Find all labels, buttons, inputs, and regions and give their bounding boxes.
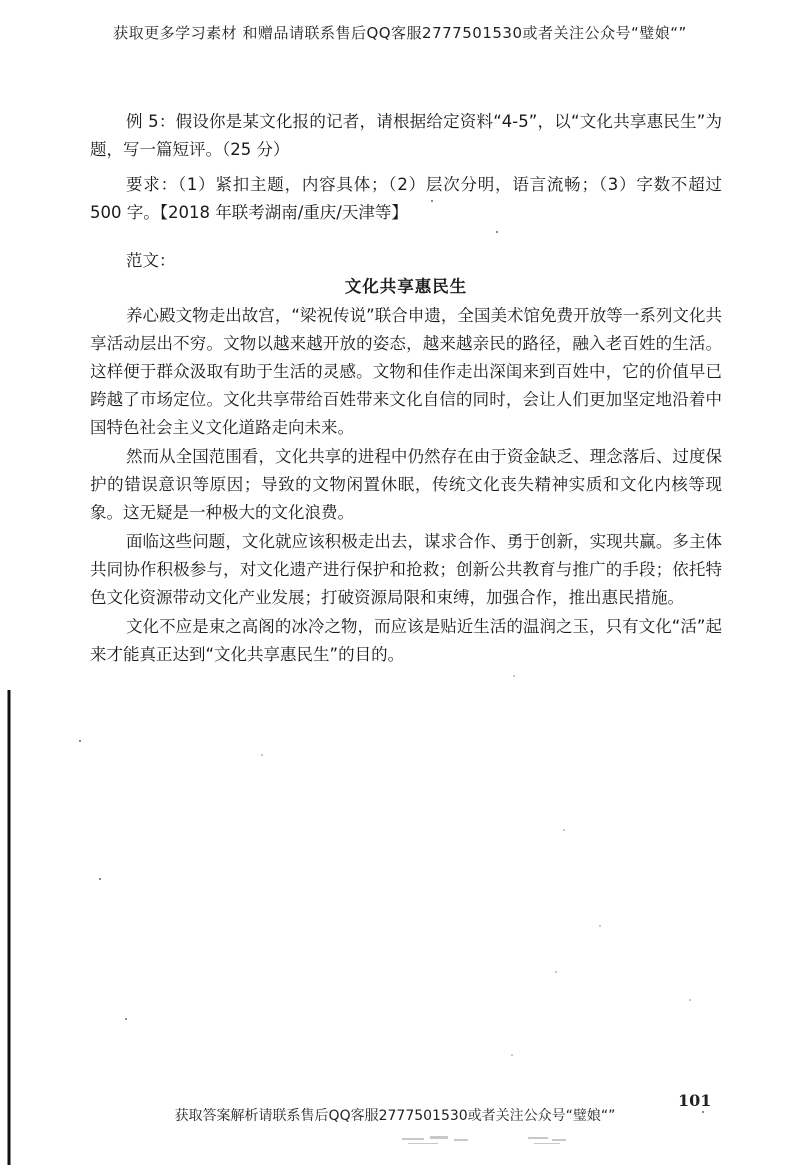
scan-speck — [555, 971, 557, 973]
page-number: 101 — [678, 1091, 712, 1110]
essay-title: 文化共享惠民生 — [344, 277, 468, 296]
scan-speck — [511, 1054, 513, 1056]
scan-speck — [563, 829, 565, 831]
sample-label: 范文： — [126, 251, 176, 270]
scan-speck — [261, 754, 263, 756]
question-requirements: 要求：（1）紧扣主题，内容具体；（2）层次分明，语言流畅；（3）字数不超过 500 字。【2018 年联考湖南/重庆/天津等】 — [90, 175, 722, 222]
essay-paragraph-2: 然而从全国范围看，文化共享的进程中仍然存在由于资金缺乏、理念落后、过度保护的错误意识等原因；导致的文物闲置休眠，传统文化丧失精神实质和文化内核等现象。这无疑是一种极大的文化浪费。 — [90, 447, 722, 522]
question-prompt: 例 5：假设你是某文化报的记者，请根据给定资料“4-5”，以“文化共享惠民生”为题，写一篇短评。（25 分） — [90, 112, 722, 159]
scan-speck — [79, 740, 81, 742]
scan-speck — [99, 878, 101, 880]
header-watermark: 获取更多学习素材 和赠品请联系售后QQ客服2777501530或者关注公众号“璧娘“” — [113, 24, 687, 42]
essay-paragraph-3: 面临这些问题，文化就应该积极走出去，谋求合作、勇于创新，实现共赢。多主体共同协作积极参与，对文化遗产进行保护和抢救；创新公共教育与推广的手段；依托特色文化资源带动文化产业发展；打破资源局限和束缚，加强合作，推出惠民措施。 — [90, 532, 722, 607]
footer-watermark: 获取答案解析请联系售后QQ客服2777501530或者关注公众号“璧娘“” — [174, 1108, 616, 1124]
scan-speck — [431, 200, 433, 202]
essay-paragraph-1: 养心殿文物走出故宫，“梁祝传说”联合申遗，全国美术馆免费开放等一系列文化共享活动层出不穷。文物以越来越开放的姿态，越来越亲民的路径，融入老百姓的生活。这样便于群众汲取有助于生活的灵感。文物和佳作走出深闺来到百姓中，它的价值早已跨越了市场定位。文化共享带给百姓带来文化自信的同时，会让人们更加坚定地沿着中国特色社会主义文化道路走向未来。 — [90, 306, 722, 437]
scan-speck — [496, 231, 498, 233]
scan-speck — [689, 999, 691, 1001]
scan-speck — [513, 675, 515, 677]
scan-speck — [599, 925, 601, 927]
scan-smudge — [400, 1132, 580, 1152]
essay-paragraph-4: 文化不应是束之高阁的冰冷之物，而应该是贴近生活的温润之玉，只有文化“活”起来才能真正达到“文化共享惠民生”的目的。 — [90, 617, 722, 664]
scan-speck — [125, 1018, 127, 1020]
